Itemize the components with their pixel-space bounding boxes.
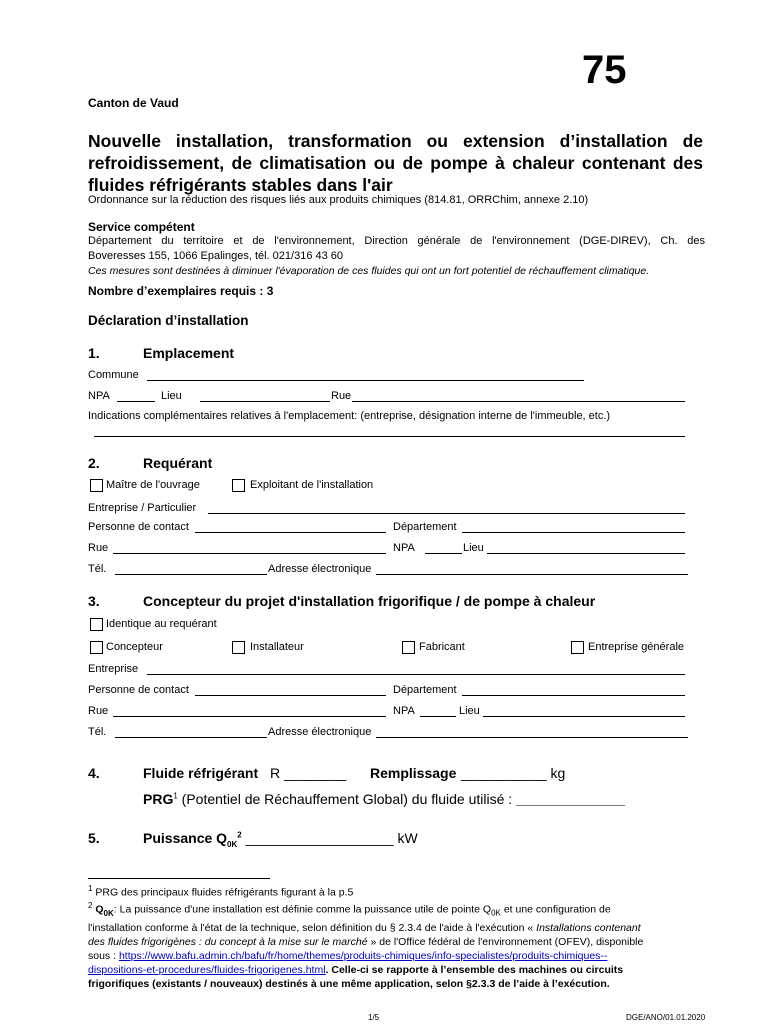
section-2-title: Requérant xyxy=(143,455,213,471)
footnote-2-text-f: frigorifiques (existants / nouveaux) destinés à une même application, selon §2.3.3 de l’aide à l’exécution. xyxy=(88,977,610,990)
rue-field-2[interactable] xyxy=(113,553,386,554)
footnote-2-line-1 xyxy=(88,899,643,921)
entreprise-label-3: Entreprise xyxy=(88,663,139,675)
departement-field-3[interactable] xyxy=(462,695,685,696)
puissance-footnote-ref: 2 xyxy=(237,830,242,840)
section-3-title: Concepteur du projet d'installation frigorifique / de pompe à chaleur xyxy=(143,593,596,609)
fluide-r-field[interactable]: R ________ xyxy=(270,765,347,781)
concepteur-checkbox[interactable] xyxy=(90,641,103,654)
copies-required: Nombre d’exemplaires requis : 3 xyxy=(88,284,274,298)
npa-label-1: NPA xyxy=(88,390,110,402)
footnote-1-number: 1 xyxy=(88,884,93,893)
departement-field-2[interactable] xyxy=(462,532,685,533)
page-number: 1/5 xyxy=(368,1013,380,1022)
contact-field-3[interactable] xyxy=(195,695,386,696)
service-address-line1: Département du territoire et de l'environnement, Direction générale de l'environnement (DGE-DIREV), Ch. des xyxy=(88,235,705,247)
email-label-3: Adresse électronique xyxy=(268,726,372,738)
concepteur-label: Concepteur xyxy=(106,641,163,653)
declaration-heading: Déclaration d’installation xyxy=(88,313,249,328)
rue-field-1[interactable] xyxy=(352,401,685,402)
contact-field-2[interactable] xyxy=(195,532,386,533)
location-indications-label: Indications complémentaires relatives à l'emplacement: (entreprise, désignation interne de l'immeuble, etc.) xyxy=(88,410,611,422)
lieu-label-1: Lieu xyxy=(161,390,182,402)
commune-field[interactable] xyxy=(147,380,584,381)
installateur-label: Installateur xyxy=(250,641,304,653)
rue-field-3[interactable] xyxy=(113,716,386,717)
identique-label: Identique au requérant xyxy=(106,618,217,630)
footnote-2-text-b-italic: Installations contenant xyxy=(536,921,641,934)
prg-field[interactable]: ______________ xyxy=(516,791,626,807)
service-address-line2: Boveresses 155, 1066 Epalinges, tél. 021/316 43 60 xyxy=(88,250,344,262)
rue-label-3: Rue xyxy=(88,705,109,717)
tel-label-3: Tél. xyxy=(88,726,107,738)
form-title xyxy=(88,130,703,196)
tel-field-3[interactable] xyxy=(115,737,267,738)
lieu-field-2[interactable] xyxy=(487,553,685,554)
footnote-2-number: 2 xyxy=(88,901,93,910)
npa-label-2: NPA xyxy=(393,542,415,554)
puissance-label: Puissance Q xyxy=(143,830,228,846)
bafu-link-part-1[interactable]: https://www.bafu.admin.ch/bafu/fr/home/themes/produits-chimiques/info-specialistes/produits-chimiques-- xyxy=(118,949,608,962)
title-line-2: refroidissement, de climatisation ou de pompe à chaleur contenant des xyxy=(88,153,703,173)
entreprise-particulier-label: Entreprise / Particulier xyxy=(88,502,197,514)
footnote-divider xyxy=(88,878,270,879)
tel-field-2[interactable] xyxy=(115,574,267,575)
tel-label-2: Tél. xyxy=(88,563,107,575)
service-note: Ces mesures sont destinées à diminuer l'évaporation de ces fluides qui ont un fort potentiel de réchauffement climatique. xyxy=(88,265,650,277)
entreprise-field-3[interactable] xyxy=(147,674,685,675)
lieu-label-3: Lieu xyxy=(459,705,480,717)
commune-label: Commune xyxy=(88,369,139,381)
email-field-2[interactable] xyxy=(376,574,688,575)
section-4-number: 4. xyxy=(88,765,100,781)
prg-line xyxy=(143,791,625,807)
footnote-2-text-a: : La puissance d'une installation est définie comme la puissance utile de pointe Q xyxy=(113,903,492,916)
identique-checkbox[interactable] xyxy=(90,618,103,631)
footnote-2-text-a2: et une configuration de xyxy=(500,903,611,916)
contact-label-2: Personne de contact xyxy=(88,521,189,533)
document-number: 75 xyxy=(582,48,627,92)
lieu-field-1[interactable] xyxy=(200,401,330,402)
footnote-2-line-3 xyxy=(88,935,643,949)
lieu-label-2: Lieu xyxy=(463,542,484,554)
footnote-2-text-b: l'installation conforme à l'état de la technique, selon définition du § 2.3.4 de l'aide à l'exécution « xyxy=(88,921,537,934)
footnote-1 xyxy=(88,884,353,899)
location-indications-field[interactable] xyxy=(94,436,685,437)
lieu-field-3[interactable] xyxy=(483,716,685,717)
fabricant-checkbox[interactable] xyxy=(402,641,415,654)
entreprise-generale-label: Entreprise générale xyxy=(588,641,685,653)
entreprise-generale-checkbox[interactable] xyxy=(571,641,584,654)
bafu-link-part-2[interactable]: dispositions-et-procedures/fluides-frigorigenes.html xyxy=(88,963,326,976)
footnote-2-text-e: . Celle-ci se rapporte à l’ensemble des machines ou circuits xyxy=(325,963,624,976)
rue-label-2: Rue xyxy=(88,542,109,554)
footnote-2-line-5 xyxy=(88,963,643,977)
maitre-ouvrage-checkbox[interactable] xyxy=(90,479,103,492)
canton-label: Canton de Vaud xyxy=(88,96,179,110)
entreprise-particulier-field[interactable] xyxy=(208,513,685,514)
exploitant-checkbox[interactable] xyxy=(232,479,245,492)
footnote-2 xyxy=(88,899,643,991)
remplissage-label: Remplissage xyxy=(370,765,457,781)
document-reference: DGE/ANO/01.01.2020 xyxy=(626,1013,706,1022)
footnote-2-line-6 xyxy=(88,977,643,991)
ordinance-reference: Ordonnance sur la réduction des risques liés aux produits chimiques (814.81, ORRChim, annexe 2.10) xyxy=(88,194,589,206)
email-field-3[interactable] xyxy=(376,737,688,738)
section-5-number: 5. xyxy=(88,830,100,846)
title-line-1: Nouvelle installation, transformation ou extension d’installation de xyxy=(88,131,703,151)
puissance-field[interactable]: ___________________ kW xyxy=(241,830,418,846)
npa-field-2[interactable] xyxy=(425,553,462,554)
footnote-2-text-a-sub: 0K xyxy=(491,908,501,918)
fabricant-label: Fabricant xyxy=(419,641,465,653)
footnote-1-text: PRG des principaux fluides réfrigérants figurant à la p.5 xyxy=(95,886,354,899)
title-line-3: fluides réfrigérants stables dans l'air xyxy=(88,175,393,195)
npa-field-1[interactable] xyxy=(117,401,155,402)
installateur-checkbox[interactable] xyxy=(232,641,245,654)
maitre-ouvrage-label: Maître de l'ouvrage xyxy=(106,479,200,491)
section-1-number: 1. xyxy=(88,345,100,361)
remplissage-field[interactable]: ___________ kg xyxy=(461,765,566,781)
puissance-line xyxy=(143,830,418,849)
footnote-2-text-c-italic: des fluides frigorigènes : du concept à la mise sur le marché xyxy=(88,935,368,948)
prg-footnote-ref: 1 xyxy=(173,791,178,801)
departement-label-3: Département xyxy=(393,684,457,696)
footnote-2-q: Q xyxy=(95,903,104,916)
footnote-2-q-sub: 0K xyxy=(103,908,114,918)
footnote-2-text-d: sous : xyxy=(88,949,119,962)
npa-field-3[interactable] xyxy=(420,716,456,717)
rue-label-1: Rue xyxy=(331,390,352,402)
section-3-number: 3. xyxy=(88,593,100,609)
service-heading: Service compétent xyxy=(88,220,195,234)
npa-label-3: NPA xyxy=(393,705,415,717)
departement-label-2: Département xyxy=(393,521,457,533)
email-label-2: Adresse électronique xyxy=(268,563,372,575)
contact-label-3: Personne de contact xyxy=(88,684,189,696)
section-2-number: 2. xyxy=(88,455,100,471)
footnote-2-text-c: » de l'Office fédéral de l'environnement (OFEV), disponible xyxy=(367,935,644,948)
footnote-2-line-4 xyxy=(88,949,643,963)
exploitant-label: Exploitant de l'installation xyxy=(250,479,374,491)
prg-label: PRG xyxy=(143,791,174,807)
prg-description: (Potentiel de Réchauffement Global) du fluide utilisé : xyxy=(177,791,517,807)
puissance-subscript: 0K xyxy=(227,839,238,849)
footnote-2-line-2 xyxy=(88,921,643,935)
fluide-refrigerant-label: Fluide réfrigérant xyxy=(143,765,259,781)
section-1-title: Emplacement xyxy=(143,345,235,361)
